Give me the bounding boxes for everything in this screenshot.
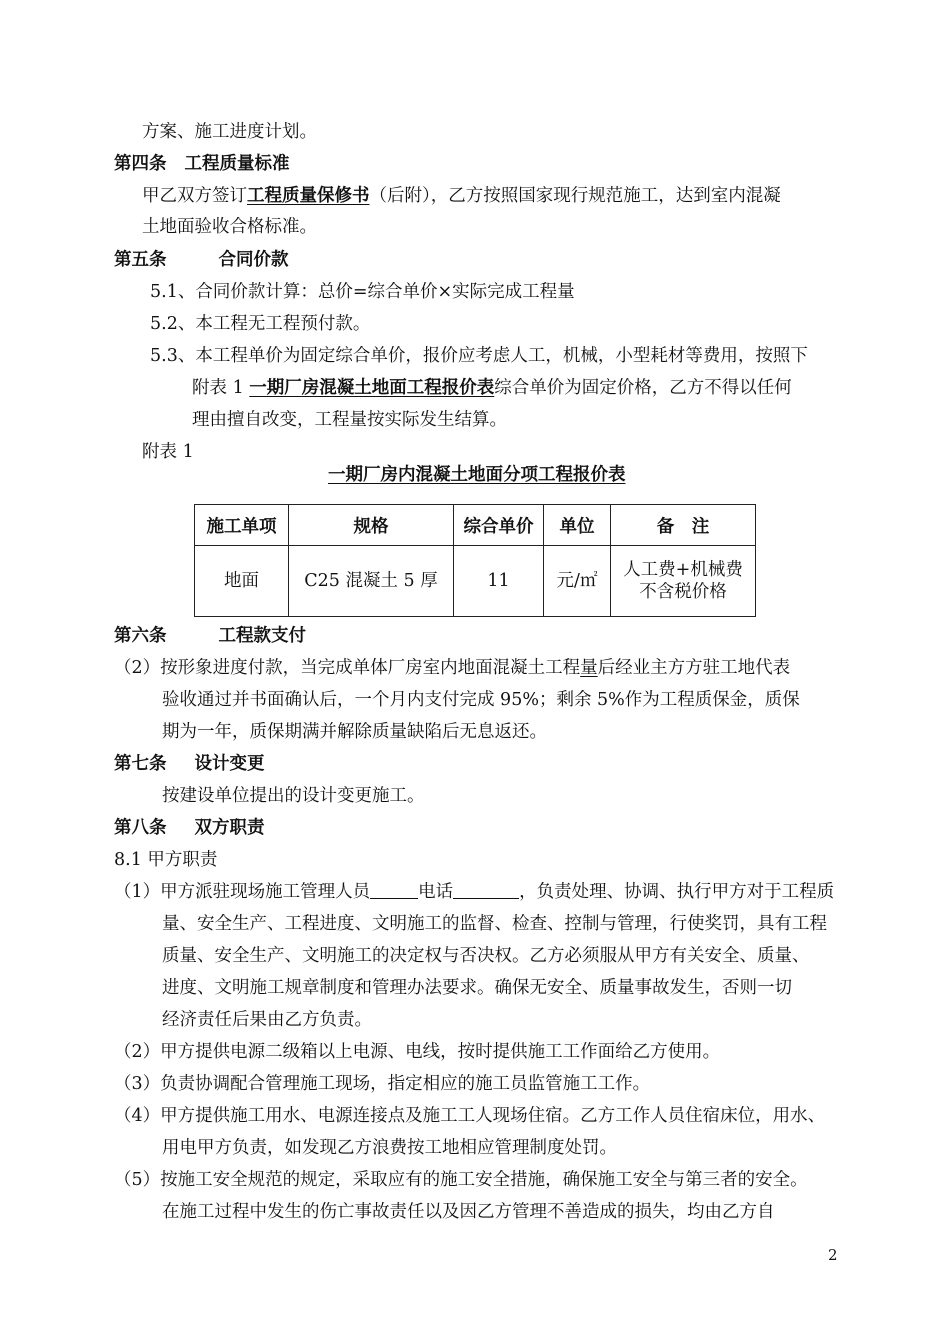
text-line [142,184,781,208]
article-title: 设计变更 [194,754,265,774]
text-line: 在施工过程中发生的伤亡事故责任以及因乙方管理不善造成的损失，均由乙方自 [162,1202,775,1222]
fill-blank [370,880,418,899]
article-title: 合同价款 [218,250,289,270]
table-header-cell: 备 注 [611,505,756,546]
article-8-heading [114,816,265,840]
text-segment: 附表 1 [192,378,250,398]
text-line: 5.2、本工程无工程预付款。 [150,314,371,334]
article-title: 工程质量标准 [184,154,290,174]
table-row [195,546,756,617]
table-cell: C25 混凝土 5 厚 [289,546,454,617]
article-number: 第六条 [114,626,167,646]
note-line: 人工费+机械费 [623,560,743,580]
appendix-label: 附表 1 [142,442,194,462]
text-line: 用电甲方负责，如发现乙方浪费按工地相应管理制度处罚。 [162,1138,617,1158]
text-segment: 电话 [418,882,454,902]
text-line: （2）甲方提供电源二级箱以上电源、电线，按时提供施工工作面给乙方使用。 [114,1042,721,1062]
text-line [192,376,792,400]
text-line: （5）按施工安全规范的规定，采取应有的施工安全措施，确保施工安全与第三者的安全。 [114,1170,808,1190]
text-line: 按建设单位提出的设计变更施工。 [162,786,425,806]
text-line: 土地面验收合格标准。 [142,217,317,237]
text-segment: 综合单价为固定价格，乙方不得以任何 [494,378,792,398]
article-6-heading [114,624,306,648]
text-line: 理由擅自改变，工程量按实际发生结算。 [192,410,507,430]
text-segment: （后附），乙方按照国家现行规范施工，达到室内混凝 [369,186,781,206]
table-header-cell: 综合单价 [454,505,544,546]
table-header-cell: 施工单项 [195,505,289,546]
text-line: （3）负责协调配合管理施工现场，指定相应的施工员监管施工工作。 [114,1074,651,1094]
linked-table-name: 一期厂房混凝土地面工程报价表 [249,378,495,398]
text-line: 5.1、合同价款计算：总价=综合单价×实际完成工程量 [150,282,575,302]
note-line: 不含税价格 [639,582,727,602]
text-line: 5.3、本工程单价为固定综合单价，报价应考虑人工，机械，小型耗材等费用，按照下 [150,346,808,366]
text-line: 量、安全生产、工程进度、文明施工的监督、检查、控制与管理，行使奖罚，具有工程 [162,914,827,934]
article-4-heading [114,152,290,176]
article-7-heading [114,752,265,776]
table-title: 一期厂房内混凝土地面分项工程报价表 [328,465,626,485]
text-line [114,656,790,680]
quote-table [194,504,756,617]
table-cell: 地面 [195,546,289,617]
text-segment: （2）按形象进度付款，当完成单体厂房室内地面混凝土工程 [114,658,581,678]
text-segment: ，负责处理、协调、执行甲方对于工程质 [519,882,835,902]
text-line: 期为一年，质保期满并解除质量缺陷后无息返还。 [162,722,547,742]
table-header-cell: 单位 [544,505,611,546]
table-header-cell: 规格 [289,505,454,546]
text-line [114,880,834,904]
page-number: 2 [828,1246,838,1264]
article-title: 双方职责 [194,818,265,838]
table-cell [611,546,756,617]
text-line: 质量、安全生产、文明施工的决定权与否决权。乙方必须服从甲方有关安全、质量、 [162,946,810,966]
text-line: 进度、文明施工规章制度和管理办法要求。确保无安全、质量事故发生，否则一切 [162,978,792,998]
text-segment: 甲乙双方签订 [142,186,247,206]
text-segment: 量 [580,658,598,678]
table-header-row [195,505,756,546]
text-line: 方案、施工进度计划。 [142,122,317,142]
table-cell: 元/㎡ [544,546,611,617]
article-number: 第七条 [114,754,167,774]
text-line: （4）甲方提供施工用水、电源连接点及施工工人现场住宿。乙方工作人员住宿床位，用水、 [114,1106,826,1126]
text-line: 验收通过并书面确认后，一个月内支付完成 95%；剩余 5%作为工程质保金，质保 [162,690,800,710]
article-number: 第八条 [114,818,167,838]
article-number: 第五条 [114,250,167,270]
article-title: 工程款支付 [218,626,306,646]
linked-document-name: 工程质量保修书 [247,186,370,206]
section-heading: 8.1 甲方职责 [114,850,218,870]
article-5-heading [114,248,289,272]
text-segment: 后经业主方方驻工地代表 [597,658,791,678]
text-segment: （1）甲方派驻现场施工管理人员 [114,882,371,902]
fill-blank [453,880,519,899]
text-line: 经济责任后果由乙方负责。 [162,1010,372,1030]
table-cell: 11 [454,546,544,617]
article-number: 第四条 [114,154,167,174]
